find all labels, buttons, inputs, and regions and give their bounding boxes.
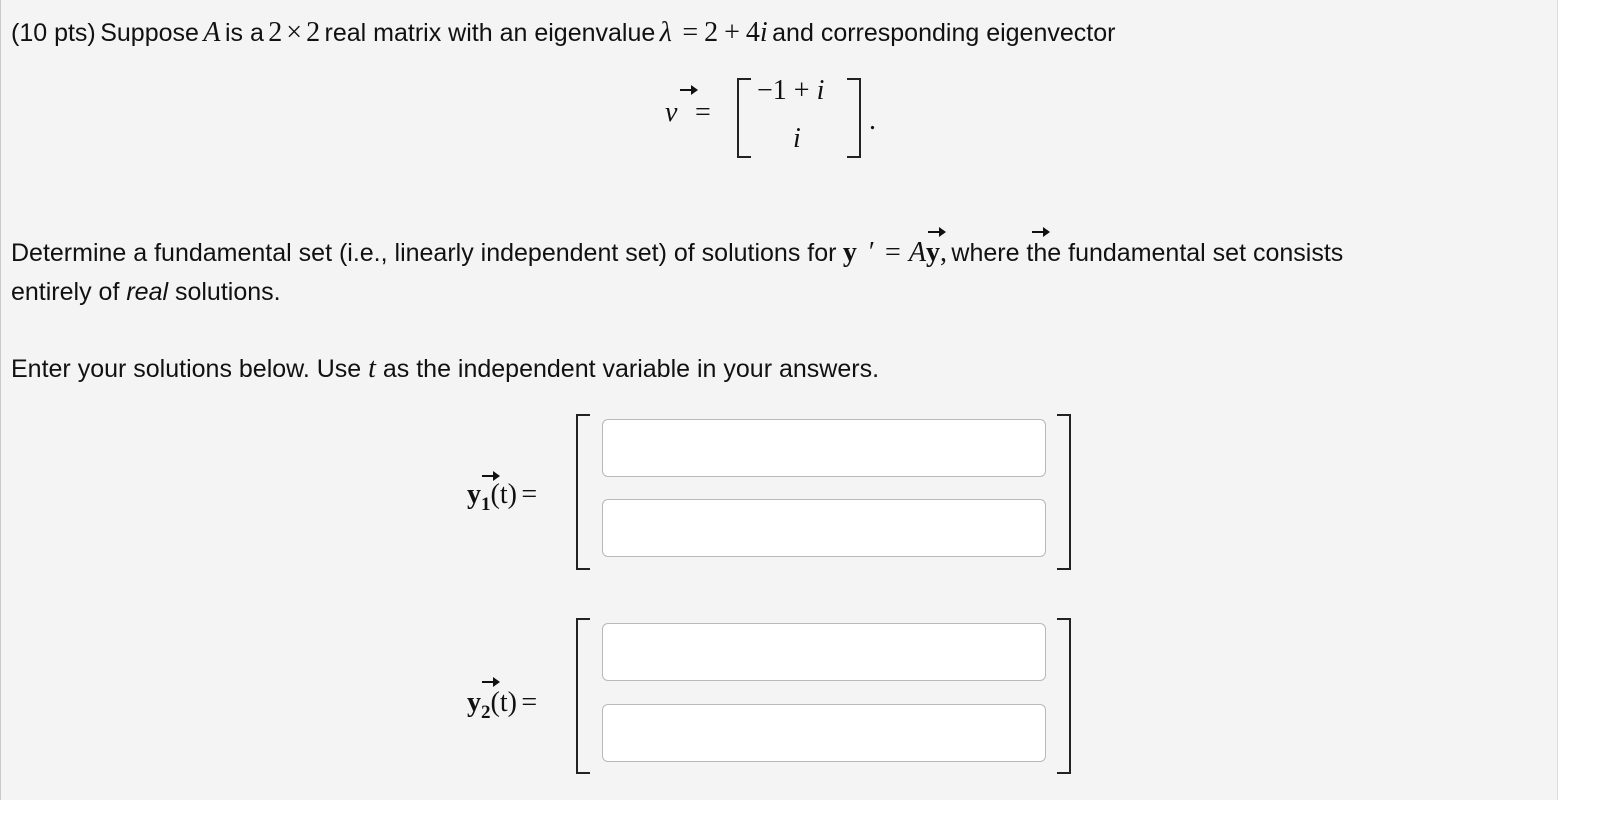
y1-equals: = bbox=[521, 479, 538, 510]
y-prime-arrow-icon bbox=[927, 226, 949, 238]
t-variable: t bbox=[368, 353, 376, 384]
y2-equals: = bbox=[521, 687, 538, 718]
y1-subscript: 1 bbox=[481, 494, 491, 515]
ode-equals: = bbox=[885, 237, 901, 268]
lambda-symbol: λ bbox=[659, 17, 672, 48]
y2-left-bracket bbox=[576, 618, 590, 774]
y-vector-symbol bbox=[843, 238, 857, 268]
dimension-rows: 2 bbox=[268, 17, 283, 48]
y1-right-bracket bbox=[1057, 414, 1071, 570]
ode-y-symbol: y bbox=[925, 237, 940, 268]
vector-top-entry-i: i bbox=[816, 75, 825, 106]
eigenvector-display bbox=[665, 72, 895, 162]
vector-period: . bbox=[869, 105, 876, 136]
vector-right-bracket bbox=[847, 78, 861, 158]
eigenvalue-imag-coef: 4 bbox=[745, 17, 760, 48]
vector-bottom-entry: i bbox=[793, 123, 801, 154]
matrix-A-symbol: A bbox=[203, 17, 221, 48]
instructions-line bbox=[11, 354, 879, 384]
y2-right-bracket bbox=[1057, 618, 1071, 774]
suppose-text: Suppose bbox=[100, 19, 199, 47]
y1-component-1-input[interactable] bbox=[602, 419, 1046, 477]
y2-subscript: 2 bbox=[481, 702, 491, 723]
ode-comma: , bbox=[939, 237, 947, 268]
y2-component-1-input[interactable] bbox=[602, 623, 1046, 681]
eigenvalue-real-part: 2 bbox=[704, 17, 719, 48]
y1-component-2-input[interactable] bbox=[602, 499, 1046, 557]
y2-label bbox=[467, 688, 537, 721]
eigenvector-equals: = bbox=[695, 97, 711, 128]
problem-statement-line-1 bbox=[11, 18, 1115, 48]
y2-symbol: y bbox=[467, 687, 481, 718]
imaginary-unit: i bbox=[759, 17, 768, 48]
points-label: (10 pts) bbox=[11, 19, 96, 47]
y1-left-bracket bbox=[576, 414, 590, 570]
y1-symbol: y bbox=[467, 479, 481, 510]
y2-arg: (t) bbox=[490, 687, 517, 718]
entirely-text: entirely of bbox=[11, 278, 127, 306]
determine-text: Determine a fundamental set (i.e., linearly independent set) of solutions for bbox=[11, 239, 837, 267]
vector-left-bracket bbox=[737, 78, 751, 158]
y1-label bbox=[467, 480, 537, 513]
ode-matrix-A: A bbox=[908, 237, 926, 268]
plus-symbol: + bbox=[724, 17, 740, 48]
is-a-text: is a bbox=[224, 19, 264, 47]
real-emphasis: real bbox=[126, 278, 169, 306]
solutions-text: solutions. bbox=[168, 278, 281, 306]
y1-arg: (t) bbox=[490, 479, 517, 510]
independent-variable-text: as the independent variable in your answers. bbox=[375, 355, 880, 383]
equals-symbol: = bbox=[682, 17, 699, 48]
ay-arrow-icon bbox=[1031, 226, 1053, 238]
times-symbol: × bbox=[286, 17, 303, 48]
eigenvector-symbol bbox=[665, 98, 677, 128]
vector-top-entry: −1 + bbox=[757, 75, 817, 106]
problem-statement-line-3 bbox=[11, 277, 281, 307]
v-symbol: v bbox=[665, 97, 678, 128]
y2-component-2-input[interactable] bbox=[602, 704, 1046, 762]
y-symbol: y bbox=[842, 237, 857, 268]
prime-symbol: ′ bbox=[868, 237, 876, 268]
dimension-cols: 2 bbox=[306, 17, 321, 48]
problem-statement-line-2 bbox=[11, 238, 1343, 268]
and-corresponding-text: and corresponding eigenvector bbox=[772, 19, 1116, 47]
y2-arrow-icon bbox=[481, 676, 503, 688]
real-matrix-text: real matrix with an eigenvalue bbox=[324, 19, 656, 47]
y1-arrow-icon bbox=[481, 470, 503, 482]
fundamental-set-text: where the fundamental set consists bbox=[951, 239, 1344, 267]
enter-solutions-text: Enter your solutions below. Use bbox=[11, 355, 369, 383]
vector-arrow-icon bbox=[679, 84, 699, 96]
